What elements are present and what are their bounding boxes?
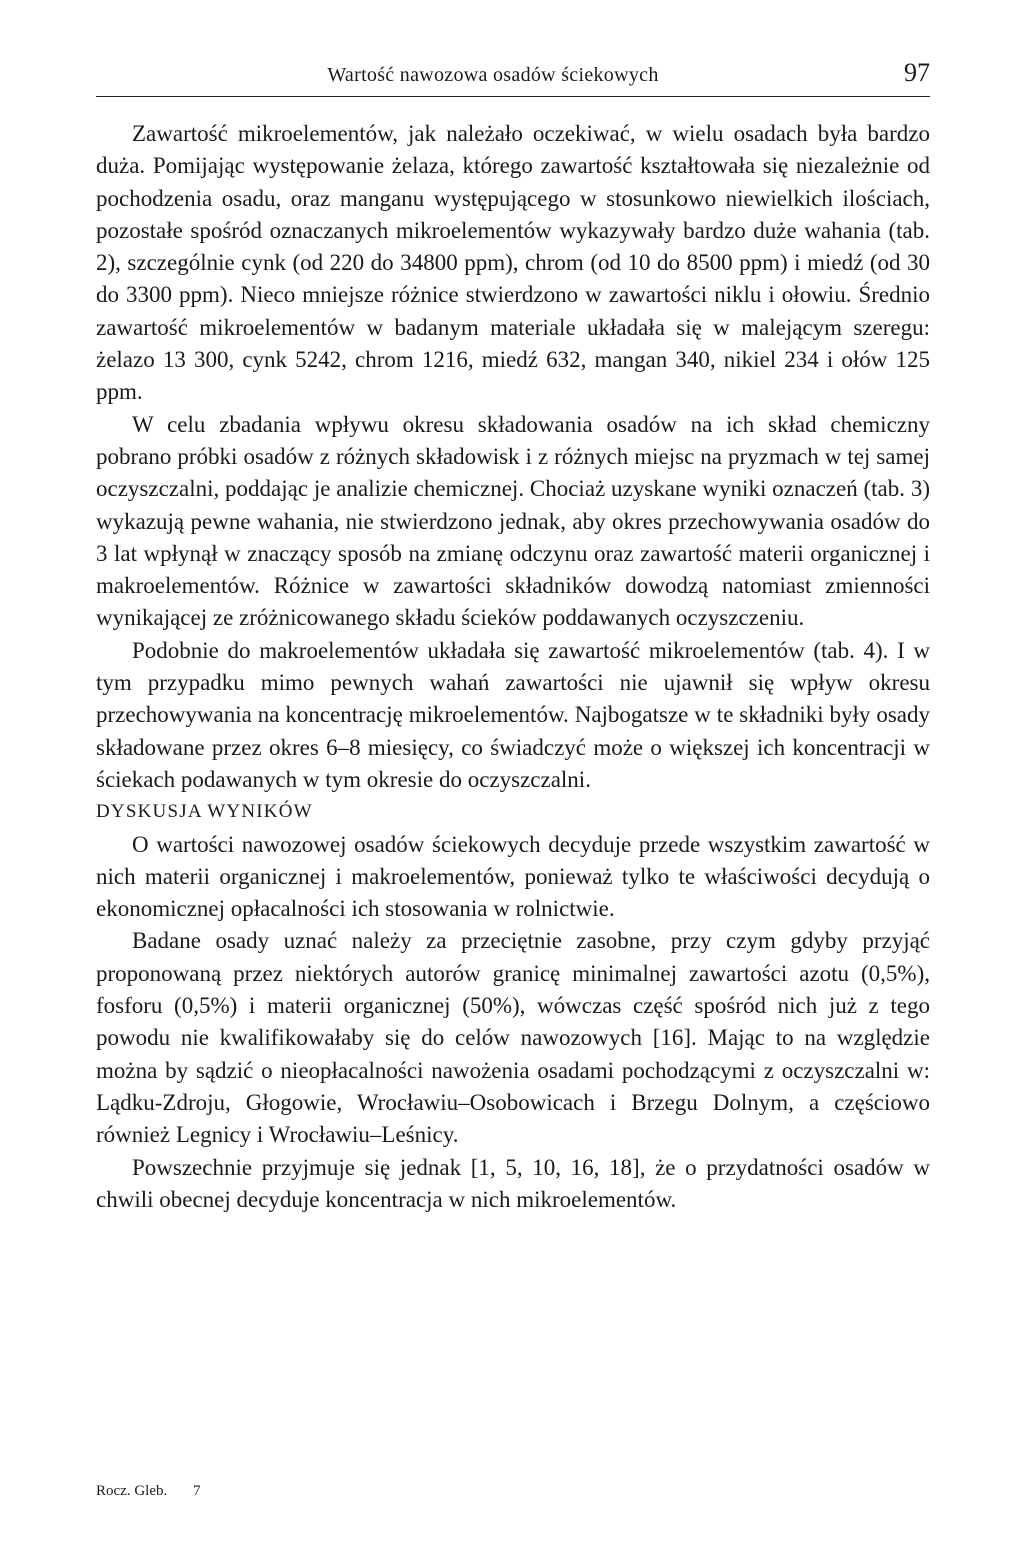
running-header — [96, 58, 930, 88]
paragraph: W celu zbadania wpływu okresu składowania osadów na ich skład chemiczny pobrano próbki osadów z różnych składowisk i z różnych miejsc na pryzmach w tej samej oczyszczalni, poddając je analizie chemicznej. Chociaż uzyskane wyniki oznaczeń (tab. 3) wykazują pewne wahania, nie stwierdzono jednak, aby okres przechowywania osadów do 3 lat wpłynął w znaczący sposób na zmianę odczynu oraz zawartość materii organicznej i makroelementów. Różnice w zawartości składników dowodzą natomiast zmienności wynikającej ze zróżnicowanego składu ścieków poddawanych oczyszczeniu. — [96, 411, 930, 631]
journal-abbreviation: Rocz. Gleb. — [96, 1483, 168, 1499]
paragraph: O wartości nawozowej osadów ściekowych decyduje przede wszystkim zawartość w nich materii organicznej i makroelementów, ponieważ tylko te właściwości decydują o ekonomicznej opłacalności ich stosowania w rolnictwie. — [96, 831, 930, 922]
running-title: Wartość nawozowa osadów ściekowych — [327, 64, 659, 86]
section-heading: DYSKUSJA WYNIKÓW — [96, 801, 313, 823]
paragraph: Podobnie do makroelementów układała się zawartość mikroelementów (tab. 4). I w tym przypadku mimo pewnych wahań zawartości nie ujawnił się wpływ okresu przechowywania na koncentrację mikroelementów. Najbogatsze w te składniki były osady składowane przez okres 6–8 miesięcy, co świadczyć może o większej ich koncentracji w ściekach podawanych w tym okresie do oczyszczalni. — [96, 637, 930, 792]
footer-signature — [96, 1483, 222, 1500]
body-text — [96, 118, 930, 1216]
sheet-signature: 7 — [192, 1483, 201, 1499]
header-rule — [96, 96, 930, 97]
paragraph: Zawartość mikroelementów, jak należało oczekiwać, w wielu osadach była bardzo duża. Pomijając występowanie żelaza, którego zawartość kształtowała się niezależnie od pochodzenia osadu, oraz manganu występującego w stosunkowo niewielkich ilościach, pozostałe spośród oznaczanych mikroelementów wykazywały bardzo duże wahania (tab. 2), szczególnie cynk (od 220 do 34800 ppm), chrom (od 10 do 8500 ppm) i miedź (od 30 do 3300 ppm). Nieco mniejsze różnice stwierdzono w zawartości niklu i ołowiu. Średnio zawartość mikroelementów w badanym materiale układała się w malejącym szeregu: żelazo 13 300, cynk 5242, chrom 1216, miedź 632, mangan 340, nikiel 234 i ołów 125 ppm. — [96, 121, 930, 405]
page-number: 97 — [904, 58, 930, 87]
paragraph: Badane osady uznać należy za przeciętnie zasobne, przy czym gdyby przyjąć proponowaną przez niektórych autorów granicę minimalnej zawartości azotu (0,5%), fosforu (0,5%) i materii organicznej (50%), wówczas część spośród nich już z tego powodu nie kwalifikowałaby się do celów nawozowych [16]. Mając to na względzie można by sądzić o nieopłacalności nawożenia osadami pochodzącymi z oczyszczalni w: Lądku-Zdroju, Głogowie, Wrocławiu–Osobowicach i Brzegu Dolnym, a częściowo również Legnicy i Wrocławiu–Leśnicy. — [96, 928, 930, 1148]
paragraph: Powszechnie przyjmuje się jednak [1, 5, 10, 16, 18], że o przydatności osadów w chwili obecnej decyduje koncentracja w nich mikroelementów. — [96, 1154, 930, 1212]
